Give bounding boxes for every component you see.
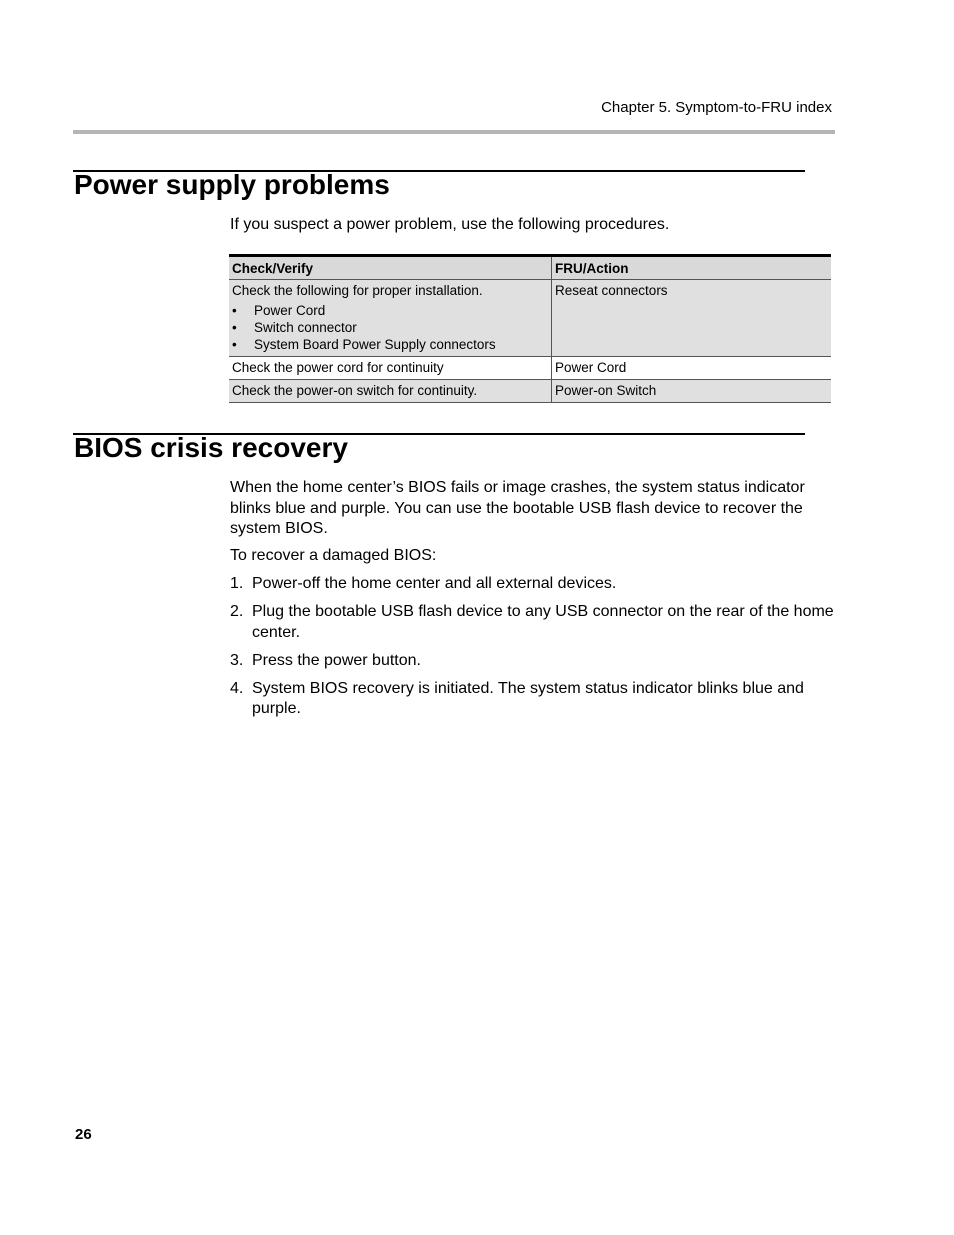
table-header-row	[229, 256, 831, 280]
intro-paragraph: If you suspect a power problem, use the following procedures.	[230, 216, 670, 233]
bullet-marker: •	[232, 303, 237, 318]
bullet-marker: •	[232, 320, 237, 335]
check-cell: Check the power cord for continuity	[229, 357, 552, 380]
table-row	[229, 380, 831, 403]
bullet-text: Power Cord	[254, 303, 326, 318]
check-text: Check the following for proper installation.	[232, 283, 483, 298]
list-item	[232, 302, 548, 319]
bios-paragraph: When the home center’s BIOS fails or image crashes, the system status indicator blinks blue and purple. You can use the bootable USB flash device to recover the system BIOS.	[230, 479, 805, 537]
header-rule	[73, 130, 835, 134]
section-title-bios-recovery: BIOS crisis recovery	[74, 432, 348, 463]
check-cell: Check the power-on switch for continuity.	[229, 380, 552, 403]
action-cell: Reseat connectors	[555, 283, 668, 298]
table-row	[229, 280, 831, 357]
bullet-list	[232, 302, 548, 353]
bullet-text: Switch connector	[254, 320, 357, 335]
step-text: Plug the bootable USB flash device to any USB connector on the rear of the home center.	[252, 603, 834, 641]
action-cell: Power-on Switch	[555, 383, 657, 398]
list-item	[230, 574, 835, 595]
column-header-check-verify: Check/Verify	[229, 256, 552, 280]
step-text: System BIOS recovery is initiated. The system status indicator blinks blue and purple.	[252, 679, 804, 717]
power-supply-table	[229, 254, 831, 403]
section-title-power-supply: Power supply problems	[74, 169, 390, 200]
bullet-text: System Board Power Supply connectors	[254, 337, 496, 352]
list-item	[230, 651, 835, 672]
procedure-lead-in: To recover a damaged BIOS:	[230, 547, 437, 564]
action-cell: Power Cord	[555, 360, 627, 375]
step-number: 2.	[230, 603, 244, 620]
running-header: Chapter 5. Symptom-to-FRU index	[601, 99, 832, 116]
column-header-fru-action: FRU/Action	[555, 261, 629, 276]
list-item	[232, 319, 548, 336]
recovery-steps-list	[230, 574, 835, 727]
list-item	[230, 602, 835, 643]
list-item	[230, 679, 835, 720]
step-number: 3.	[230, 651, 244, 669]
step-number: 4.	[230, 679, 244, 697]
page-number: 26	[75, 1126, 92, 1143]
table-row	[229, 357, 831, 380]
step-text: Power-off the home center and all external devices.	[252, 575, 617, 592]
bullet-marker: •	[232, 337, 237, 352]
step-text: Press the power button.	[252, 651, 421, 669]
list-item	[232, 336, 548, 353]
check-cell	[229, 280, 552, 357]
step-number: 1.	[230, 575, 244, 592]
